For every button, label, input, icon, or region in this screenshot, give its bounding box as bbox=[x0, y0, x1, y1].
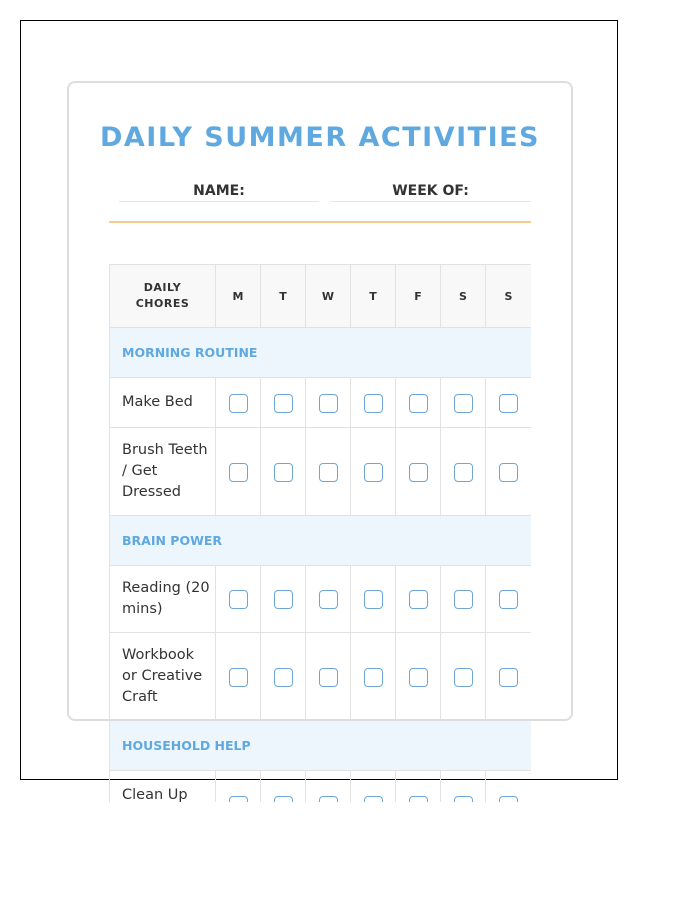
header-chores-line1: DAILY bbox=[143, 281, 182, 294]
section-label: BRAIN POWER bbox=[110, 516, 532, 566]
checkbox-mon[interactable] bbox=[229, 394, 248, 413]
header-divider bbox=[109, 221, 531, 223]
checkbox-wed[interactable] bbox=[319, 590, 338, 609]
header-day-tue: T bbox=[261, 265, 306, 328]
checkbox-mon[interactable] bbox=[229, 796, 248, 802]
checkbox-sun[interactable] bbox=[499, 668, 518, 687]
table-header-row bbox=[110, 265, 532, 328]
header-day-thu: T bbox=[351, 265, 396, 328]
checkbox-tue[interactable] bbox=[274, 796, 293, 802]
checkbox-thu[interactable] bbox=[364, 796, 383, 802]
checkbox-thu[interactable] bbox=[364, 590, 383, 609]
checkbox-wed[interactable] bbox=[319, 668, 338, 687]
chore-table bbox=[109, 264, 531, 802]
header-day-wed: W bbox=[306, 265, 351, 328]
section-row-morning-routine bbox=[110, 328, 532, 378]
checkbox-wed[interactable] bbox=[319, 394, 338, 413]
checkbox-tue[interactable] bbox=[274, 590, 293, 609]
task-row-workbook bbox=[110, 633, 532, 721]
section-label: HOUSEHOLD HELP bbox=[110, 721, 532, 771]
checkbox-tue[interactable] bbox=[274, 394, 293, 413]
checkbox-sat[interactable] bbox=[454, 796, 473, 802]
header-day-fri: F bbox=[396, 265, 441, 328]
checkbox-fri[interactable] bbox=[409, 796, 428, 802]
checkbox-tue[interactable] bbox=[274, 668, 293, 687]
section-row-brain-power bbox=[110, 516, 532, 566]
section-label: MORNING ROUTINE bbox=[110, 328, 532, 378]
checkbox-wed[interactable] bbox=[319, 796, 338, 802]
section-row-household-help bbox=[110, 721, 532, 771]
checkbox-fri[interactable] bbox=[409, 668, 428, 687]
header-daily-chores bbox=[110, 265, 216, 328]
checkbox-sat[interactable] bbox=[454, 463, 473, 482]
checkbox-thu[interactable] bbox=[364, 668, 383, 687]
task-label: Clean Up bbox=[110, 771, 216, 803]
checkbox-mon[interactable] bbox=[229, 590, 248, 609]
checkbox-sat[interactable] bbox=[454, 394, 473, 413]
header-day-mon: M bbox=[216, 265, 261, 328]
checkbox-fri[interactable] bbox=[409, 394, 428, 413]
checkbox-sun[interactable] bbox=[499, 394, 518, 413]
checkbox-sun[interactable] bbox=[499, 590, 518, 609]
checkbox-sat[interactable] bbox=[454, 590, 473, 609]
checkbox-fri[interactable] bbox=[409, 590, 428, 609]
checkbox-sat[interactable] bbox=[454, 668, 473, 687]
checkbox-thu[interactable] bbox=[364, 463, 383, 482]
task-label: Brush Teeth / Get Dressed bbox=[110, 428, 216, 516]
task-row-make-bed bbox=[110, 378, 532, 428]
checkbox-thu[interactable] bbox=[364, 394, 383, 413]
header-day-sun: S bbox=[486, 265, 532, 328]
chore-table-container bbox=[109, 264, 531, 802]
task-row-reading bbox=[110, 566, 532, 633]
checkbox-sun[interactable] bbox=[499, 796, 518, 802]
task-label: Reading (20 mins) bbox=[110, 566, 216, 633]
sheet-title: DAILY SUMMER ACTIVITIES bbox=[99, 122, 540, 153]
task-row-clean-up bbox=[110, 771, 532, 803]
checkbox-mon[interactable] bbox=[229, 463, 248, 482]
checkbox-sun[interactable] bbox=[499, 463, 518, 482]
week-of-field[interactable]: WEEK OF: bbox=[330, 180, 531, 202]
task-label: Workbook or Creative Craft bbox=[110, 633, 216, 721]
task-label: Make Bed bbox=[110, 378, 216, 428]
checkbox-wed[interactable] bbox=[319, 463, 338, 482]
header-day-sat: S bbox=[441, 265, 486, 328]
checkbox-mon[interactable] bbox=[229, 668, 248, 687]
task-row-brush-teeth bbox=[110, 428, 532, 516]
header-chores-line2: CHORES bbox=[135, 297, 190, 310]
checkbox-tue[interactable] bbox=[274, 463, 293, 482]
name-field[interactable]: NAME: bbox=[119, 180, 319, 202]
checkbox-fri[interactable] bbox=[409, 463, 428, 482]
